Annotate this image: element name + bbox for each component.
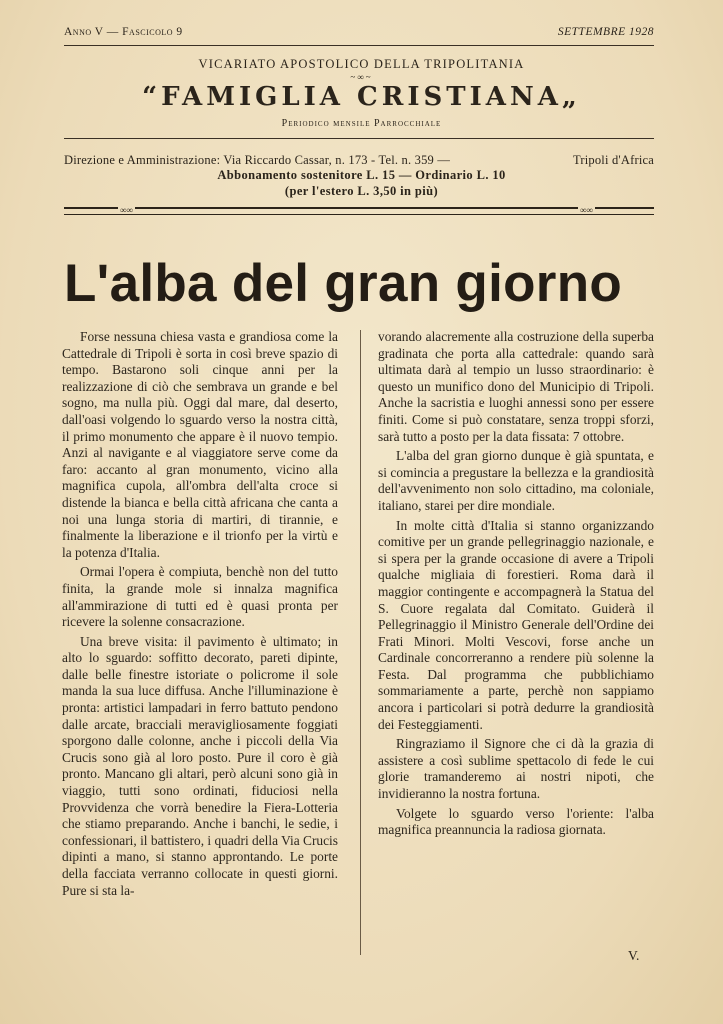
paragraph: L'alba del gran giorno dunque è già spuntata, e si comincia a pregustare la bellezza e la grandiosità dell'avvenimento non solo cittadino, ma coloniale, italiano, starei per dire mondiale. [378, 448, 654, 513]
rule-ornament-left: ∞∞ [120, 205, 133, 215]
masthead-rule [64, 138, 654, 139]
foreign-subscription-line: (per l'estero L. 3,50 in più) [284, 184, 439, 198]
issue-number: Anno V — Fascicolo 9 [64, 26, 183, 38]
column-divider [360, 330, 361, 955]
article-column-right [378, 329, 654, 839]
paragraph: In molte città d'Italia si stanno organizzando comitive per un grande pellegrinaggio nazionale, e si spera per la grande occasione di avere a Tripoli qualche migliaia di forestieri. Roma darà il maggior contingente e accompagnerà la Statua del S. Cuore regalata dal Comitato. Guiderà il Pellegrinaggio il Ministro Generale dell'Ordine dei Frati Minori. Molti Vescovi, forse anche un Cardinale concorreranno a rendere più solenne la Festa. Dal programma che pubblichiamo sommariamente a parte, perchè non sappiamo ancora i particolari si potrà dedurre la grandiosità dei Festeggiamenti. [378, 517, 654, 732]
article-headline: L'alba del gran giorno [64, 254, 623, 313]
author-signature: V. [628, 948, 640, 963]
paragraph: Una breve visita: il pavimento è ultimato; in alto lo sguardo: soffitto decorato, pareti dipinte, dalle belle finestre istoriate o policrome il sole manda la sua luce diffusa. Anche l'illuminazione è pronta: artistici lampadari in ferro battuto pendono dalle arcate, bracciali meravigliosamente foggiati sporgono dalle colonne, anche i piccoli della Via Crucis sono già al loro posto. Pure il coro è già pronto. Mancano gli altari, però alcuni sono già in viaggio, tutti sono ordinati, fiduciosi nella Provvidenza che vorrà benedire la Fiera-Lotteria che stiamo preparando. Anche i banchi, le sedie, i confessionari, il battistero, i quadri della Via Crucis dipinti a mano, si stanno approntando. Le porte della facciata verranno collocate in questi giorni. Pure si sta la- [62, 633, 338, 898]
direzione-address: Direzione e Amministrazione: Via Riccardo Cassar, n. 173 - Tel. n. 359 — [64, 153, 451, 167]
masthead-ornament: ~∞~ [350, 72, 373, 82]
issue-date: SETTEMBRE 1928 [557, 26, 654, 38]
subscription-line: Abbonamento sostenitore L. 15 — Ordinario L. 10 [217, 168, 506, 182]
rule-ornament-right: ∞∞ [580, 205, 593, 215]
paragraph: Ringraziamo il Signore che ci dà la grazia di assistere a così sublime spettacolo di fede le cui glorie tramanderemo ai nostri nipoti, che invidieranno la nostra fortuna. [378, 736, 654, 802]
direzione-city: Tripoli d'Africa [572, 153, 654, 167]
paragraph-continuation: vorando alacremente alla costruzione della superba gradinata che porta alla cattedrale: quando sarà ultimata darà al tempio un lusso straordinario: è questo un munifico dono del Municipio di Tripoli. Anche la sacristia e luoghi annessi sono per essere finiti. Come si può constatare, senza troppi sforzi, sarà tutto a posto per la data fissata: 7 ottobre. [378, 329, 654, 444]
periodico-subtitle: Periodico mensile Parrocchiale [281, 118, 442, 129]
article-column-left [62, 329, 338, 899]
double-rule [64, 207, 654, 215]
paragraph: Ormai l'opera è compiuta, benchè non del tutto finita, la grande mole si innalza magnifica all'ammirazione di tutti ed è quasi pronta per ricevere la solenne consacrazione. [62, 564, 338, 630]
vicariato-line: VICARIATO APOSTOLICO DELLA TRIPOLITANIA [198, 57, 525, 71]
masthead-title: “FAMIGLIA CRISTIANA„ [142, 82, 581, 112]
top-rule [64, 45, 654, 46]
paragraph: Forse nessuna chiesa vasta e grandiosa come la Cattedrale di Tripoli è sorta in così breve spazio di tempo. Bastarono soli cinque anni per la realizzazione di ciò che sembrava un grande e bel sogno, ma nulla più. Oggi dal mare, dal deserto, dall'oasi volgendo lo sguardo verso la nostra città, il primo monumento che appare è il nuovo tempio. Anzi al navigante e al viaggiatore serve come da faro: accanto al gran monumento, vicino alla magnifica cupola, all'ombra dell'alta croce si distende la bianca e bella città africana che canta a noi una lunga storia di martiri, di tirannie, e finalmente la liberazione e il trionfo per la virtù e la potenza d'Italia. [62, 329, 338, 560]
paragraph: Volgete lo sguardo verso l'oriente: l'alba magnifica preannuncia la radiosa giornata. [378, 805, 654, 838]
issue-line [64, 26, 654, 42]
direzione-line [64, 153, 654, 168]
